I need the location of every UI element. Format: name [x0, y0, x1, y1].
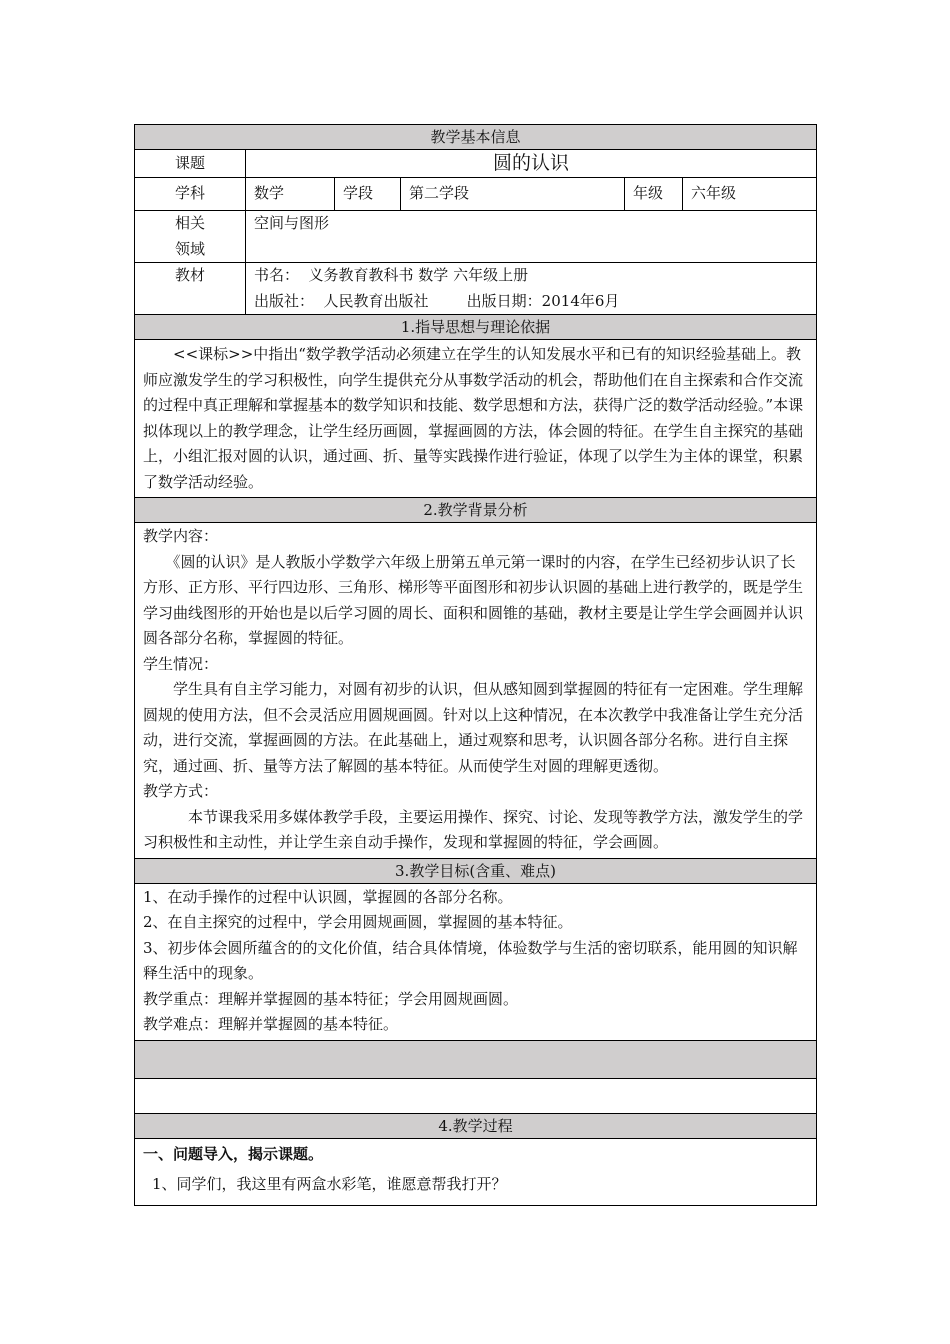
student-text: 学生具有自主学习能力，对圆有初步的认识，但从感知圆到掌握圆的特征有一定困难。学生理解圆规的使用方法，但不会灵活应用圆规画圆。针对以上这种情况，在本次教学中我准备让学生充分活动，进行交流，掌握画圆的方法。在此基础上，通过观察和思考，认识圆各部分名称。进行自主探究，通过画、折、量等方法了解圆的基本特征。从而使学生对圆的理解更透彻。 [143, 680, 804, 775]
textbook-info [246, 263, 817, 315]
goal-2: 2、在自主探究的过程中，学会用圆规画圆，掌握圆的基本特征。 [143, 913, 573, 931]
section4-body [135, 1138, 817, 1205]
grade-value: 六年级 [683, 178, 817, 211]
method-label: 教学方式： [143, 782, 219, 800]
subject-value: 数学 [246, 178, 335, 211]
blank-gray-row [135, 1040, 817, 1078]
key-point: 教学重点：理解并掌握圆的基本特征；学会用圆规画圆。 [143, 989, 519, 1008]
section4-header: 4.教学过程 [135, 1113, 817, 1138]
publisher-line: 出版社： 人民教育出版社 出版日期：2014年6月 [254, 291, 620, 310]
domain-label [135, 211, 246, 263]
lesson-plan-table [134, 124, 817, 1206]
blank-white-row [135, 1078, 817, 1113]
domain-value: 空间与图形 [246, 211, 817, 263]
section3-body [135, 883, 817, 1040]
goal-3: 3、初步体会圆所蕴含的的文化价值，结合具体情境，体验数学与生活的密切联系，能用圆的知识解释生活中的现象。 [143, 938, 798, 982]
lesson-plan-page [134, 124, 816, 1206]
stage-label: 学段 [335, 178, 401, 211]
student-label: 学生情况： [143, 654, 219, 673]
topic-value: 圆的认识 [246, 150, 817, 178]
subject-label: 学科 [135, 178, 246, 211]
step1-heading: 一、问题导入，揭示课题。 [143, 1144, 324, 1163]
section2-body [135, 523, 817, 859]
content-text: 《圆的认识》是人教版小学数学六年级上册第五单元第一课时的内容，在学生已经初步认识了长方形、正方形、平行四边形、三角形、梯形等平面图形和初步认识圆的基础上进行教学的，既是学生学习曲线图形的开始也是以后学习圆的周长、面积和圆锥的基础，教材主要是让学生学会画圆并认识圆各部分名称，掌握圆的特征。 [143, 552, 804, 647]
book-name-line: 书名： 义务教育教科书 数学 六年级上册 [254, 266, 529, 284]
topic-label: 课题 [135, 150, 246, 178]
grade-label: 年级 [625, 178, 683, 211]
section2-header: 2.教学背景分析 [135, 498, 817, 523]
domain-label-line2: 领域 [174, 239, 205, 258]
stage-value: 第二学段 [401, 178, 625, 211]
domain-label-line1: 相关 [174, 214, 205, 232]
section1-header: 1.指导思想与理论依据 [135, 315, 817, 340]
section1-body [135, 340, 817, 498]
goal-1: 1、在动手操作的过程中认识圆，掌握圆的各部分名称。 [143, 887, 513, 906]
basic-info-header: 教学基本信息 [135, 125, 817, 150]
difficult-point: 教学难点：理解并掌握圆的基本特征。 [143, 1015, 399, 1033]
content-label: 教学内容： [143, 527, 219, 545]
step1-item1: 1、同学们，我这里有两盒水彩笔，谁愿意帮我打开？ [152, 1174, 507, 1193]
section3-header: 3.教学目标(含重、难点) [135, 858, 817, 883]
method-text: 本节课我采用多媒体教学手段，主要运用操作、探究、讨论、发现等教学方法，激发学生的学习积极性和主动性，并让学生亲自动手操作，发现和掌握圆的特征，学会画圆。 [143, 807, 804, 851]
section1-text: <<课标>>中指出“数学教学活动必须建立在学生的认知发展水平和已有的知识经验基础上。教师应激发学生的学习积极性，向学生提供充分从事数学活动的机会，帮助他们在自主探索和合作交流的过程中真正理解和掌握基本的数学知识和技能、数学思想和方法，获得广泛的数学活动经验。”本课拟体现以上的教学理念，让学生经历画圆，掌握画圆的方法，体会圆的特征。在学生自主探究的基础上，小组汇报对圆的认识，通过画、折、量等实践操作进行验证，体现了以学生为主体的课堂，积累了数学活动经验。 [143, 345, 804, 491]
textbook-label: 教材 [135, 263, 246, 315]
